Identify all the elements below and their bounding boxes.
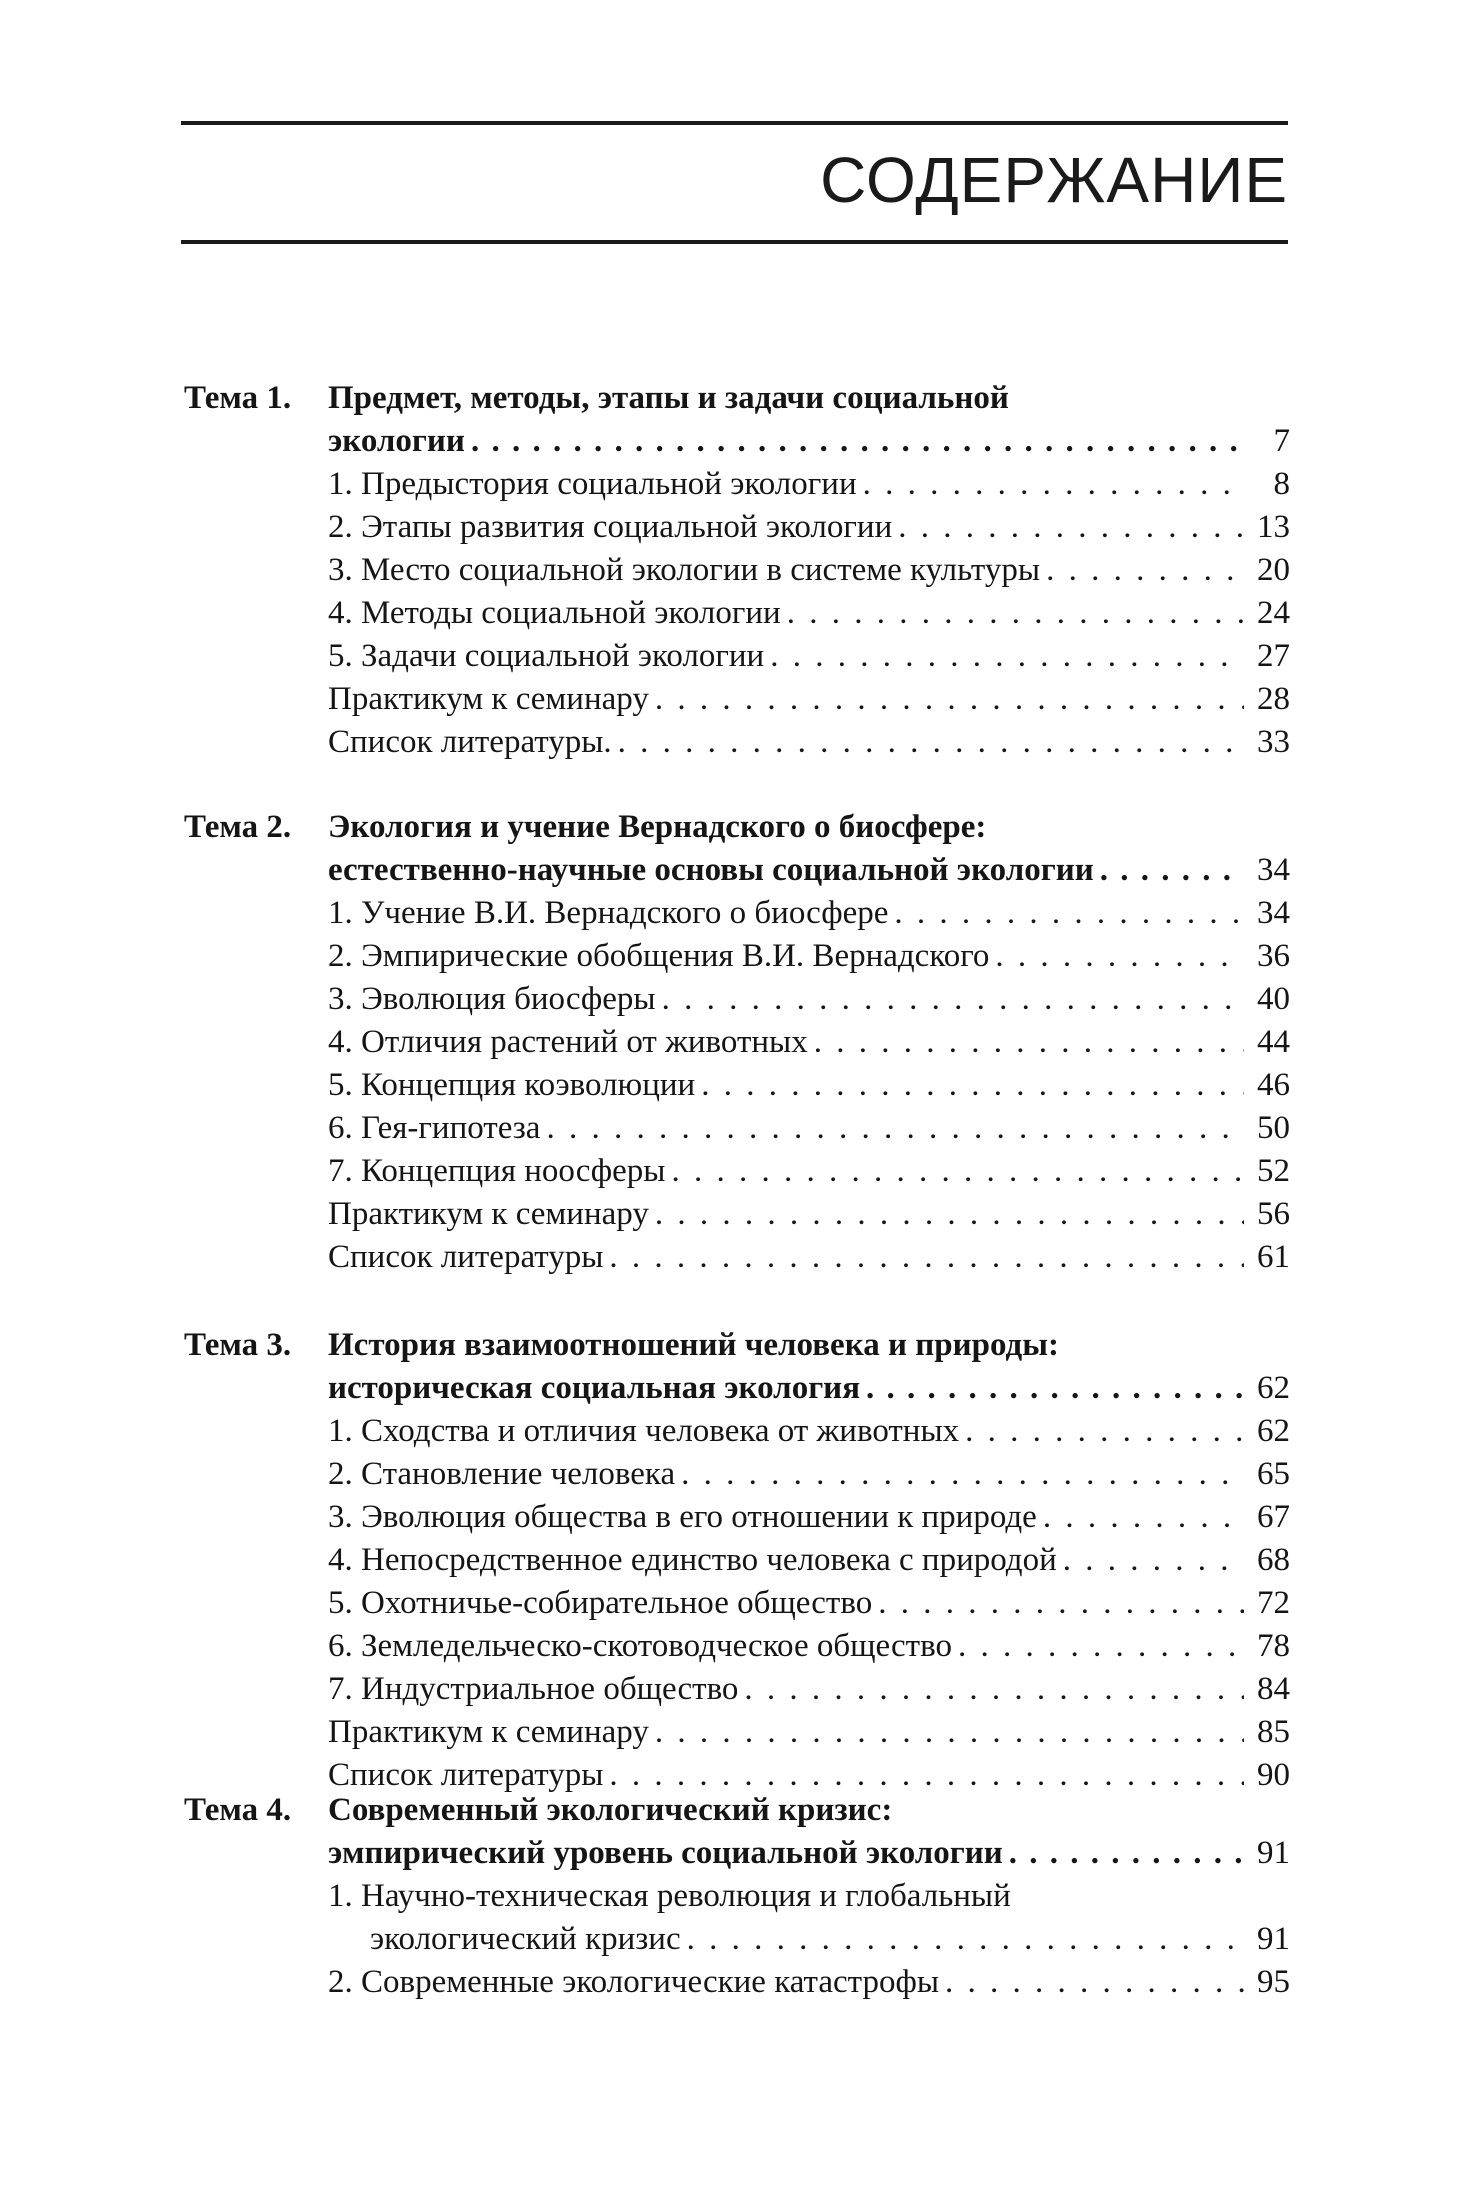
dot-leader — [687, 1918, 1244, 1961]
toc-entry-text: 2. Эмпирические обобщения В.И. Вернадского — [328, 938, 990, 974]
page-number: 68 — [1257, 1542, 1290, 1578]
toc-entry-text: 3. Эволюция общества в его отношении к природе — [328, 1499, 1037, 1535]
topic-heading-cont-text: эмпирический уровень социальной экологии — [328, 1835, 1003, 1871]
page-number: 7 — [1273, 423, 1290, 459]
topic-heading-cont — [328, 1367, 1290, 1410]
toc-entry — [328, 463, 1290, 506]
topic-label: Тема 1. — [184, 380, 292, 416]
toc-entry-text: 4. Методы социальной экологии — [328, 595, 781, 631]
page-number: 36 — [1257, 938, 1290, 974]
toc-entry-text: 1. Научно-техническая революция и глобальный — [328, 1878, 1011, 1914]
page-number: 44 — [1257, 1024, 1290, 1060]
page-number: 91 — [1257, 1921, 1290, 1957]
page-number: 24 — [1257, 595, 1290, 631]
dot-leader — [787, 592, 1244, 635]
page-number: 13 — [1257, 509, 1290, 545]
toc-entry — [328, 1021, 1290, 1064]
dot-leader — [546, 1107, 1244, 1150]
page-number: 27 — [1257, 638, 1290, 674]
toc-entry-text: экологический кризис — [370, 1921, 681, 1957]
toc-entry — [328, 1453, 1290, 1496]
topic-heading — [328, 1789, 1290, 1832]
toc-entry — [328, 1582, 1290, 1625]
page-number: 52 — [1257, 1153, 1290, 1189]
toc-entry — [328, 1625, 1290, 1668]
page-number: 34 — [1257, 895, 1290, 931]
toc-entry-text: 1. Учение В.И. Вернадского о биосфере — [328, 895, 889, 931]
dot-leader — [471, 420, 1244, 463]
toc-entry-text: 2. Этапы развития социальной экологии — [328, 509, 893, 545]
toc-entry-text: Список литературы. — [328, 724, 612, 760]
page-title: СОДЕРЖАНИЕ — [820, 144, 1288, 216]
toc-entry-text: Практикум к семинару — [328, 681, 649, 717]
dot-leader — [898, 506, 1244, 549]
page-number: 95 — [1257, 1964, 1290, 2000]
dot-leader — [1043, 1496, 1244, 1539]
toc-entry-text: 5. Охотничье-собирательное общество — [328, 1585, 873, 1621]
page-number: 91 — [1257, 1835, 1290, 1871]
dot-leader — [618, 721, 1244, 764]
page-number: 28 — [1257, 681, 1290, 717]
toc-entry — [328, 506, 1290, 549]
toc-entry — [328, 1539, 1290, 1582]
page-number: 61 — [1257, 1239, 1290, 1275]
page-number: 40 — [1257, 981, 1290, 1017]
toc-entry-text: 2. Становление человека — [328, 1456, 676, 1492]
dot-leader — [958, 1625, 1244, 1668]
toc-entry — [370, 1918, 1290, 1961]
dot-leader — [681, 1453, 1244, 1496]
page-number: 65 — [1257, 1456, 1290, 1492]
topic-heading-cont — [328, 849, 1290, 892]
dot-leader — [1100, 849, 1244, 892]
toc-entry — [328, 1064, 1290, 1107]
toc-entry — [328, 592, 1290, 635]
topic-heading-text: История взаимоотношений человека и природы: — [328, 1327, 1059, 1363]
page-number: 90 — [1257, 1757, 1290, 1793]
dot-leader — [878, 1582, 1244, 1625]
toc-entry — [328, 1193, 1290, 1236]
toc-entry-text: 5. Задачи социальной экологии — [328, 638, 765, 674]
toc-entry-text: 2. Современные экологические катастрофы — [328, 1964, 940, 2000]
dot-leader — [609, 1236, 1244, 1279]
page-number: 72 — [1257, 1585, 1290, 1621]
topic-heading — [328, 806, 1290, 849]
page-number: 62 — [1257, 1413, 1290, 1449]
page-number: 33 — [1257, 724, 1290, 760]
toc-entry — [328, 1236, 1290, 1279]
toc-entry — [328, 1711, 1290, 1754]
toc-entry-text: 5. Концепция коэволюции — [328, 1067, 696, 1103]
toc-entry-text: Практикум к семинару — [328, 1714, 649, 1750]
page-number: 50 — [1257, 1110, 1290, 1146]
dot-leader — [863, 463, 1244, 506]
dot-leader — [1046, 549, 1244, 592]
dot-leader — [814, 1021, 1244, 1064]
toc-entry — [328, 978, 1290, 1021]
toc-entry — [328, 721, 1290, 764]
toc-entry — [328, 892, 1290, 935]
dot-leader — [744, 1668, 1244, 1711]
page-number: 62 — [1257, 1370, 1290, 1406]
toc-entry — [328, 1961, 1290, 2004]
toc-entry — [328, 1496, 1290, 1539]
page-number: 34 — [1257, 852, 1290, 888]
topic-heading-cont-text: естественно-научные основы социальной экологии — [328, 852, 1094, 888]
toc-entry-text: 4. Отличия растений от животных — [328, 1024, 808, 1060]
dot-leader — [655, 678, 1244, 721]
topic-heading-cont-text: экологии — [328, 423, 465, 459]
toc-entry — [328, 678, 1290, 721]
toc-entry — [328, 1875, 1290, 1918]
dot-leader — [894, 892, 1244, 935]
toc-entry — [328, 1107, 1290, 1150]
toc-entry — [328, 635, 1290, 678]
toc-entry-text: 3. Место социальной экологии в системе культуры — [328, 552, 1041, 588]
toc-entry — [328, 1668, 1290, 1711]
dot-leader — [945, 1961, 1244, 2004]
dot-leader — [770, 635, 1244, 678]
toc-entry-text: Список литературы — [328, 1757, 604, 1793]
dot-leader — [965, 1410, 1244, 1453]
toc-entry — [328, 1150, 1290, 1193]
toc-entry-text: 1. Сходства и отличия человека от животных — [328, 1413, 960, 1449]
topic-heading-cont — [328, 1832, 1290, 1875]
page-number: 46 — [1257, 1067, 1290, 1103]
toc-entry — [328, 549, 1290, 592]
toc-entry-text: Практикум к семинару — [328, 1196, 649, 1232]
page-number: 78 — [1257, 1628, 1290, 1664]
dot-leader — [1009, 1832, 1244, 1875]
topic-label: Тема 3. — [184, 1327, 292, 1363]
dot-leader — [1063, 1539, 1244, 1582]
topic-heading-text: Экология и учение Вернадского о биосфере: — [328, 809, 987, 845]
dot-leader — [866, 1367, 1244, 1410]
page-number: 20 — [1257, 552, 1290, 588]
toc-entry-text: 7. Концепция ноосферы — [328, 1153, 666, 1189]
toc-entry-text: 7. Индустриальное общество — [328, 1671, 739, 1707]
topic-heading — [328, 1324, 1290, 1367]
dot-leader — [995, 935, 1244, 978]
topic-heading-cont-text: историческая социальная экология — [328, 1370, 861, 1406]
topic-label: Тема 2. — [184, 809, 292, 845]
topic-heading — [328, 377, 1290, 420]
topic-heading-text: Предмет, методы, этапы и задачи социальной — [328, 380, 1009, 416]
toc-entry-text: 4. Непосредственное единство человека с природой — [328, 1542, 1057, 1578]
toc-entry-text: Список литературы — [328, 1239, 604, 1275]
toc-entry — [328, 935, 1290, 978]
dot-leader — [655, 1193, 1244, 1236]
toc-entry-text: 6. Земледельческо-скотоводческое общество — [328, 1628, 952, 1664]
topic-label: Тема 4. — [184, 1792, 292, 1828]
page-number: 8 — [1273, 466, 1290, 502]
dot-leader — [662, 978, 1244, 1021]
page-number: 85 — [1257, 1714, 1290, 1750]
toc-entry — [328, 1410, 1290, 1453]
page-number: 84 — [1257, 1671, 1290, 1707]
dot-leader — [655, 1711, 1244, 1754]
toc-entry-text: 1. Предыстория социальной экологии — [328, 466, 857, 502]
page-number: 67 — [1257, 1499, 1290, 1535]
toc-entry-text: 3. Эволюция биосферы — [328, 981, 656, 1017]
page-number: 56 — [1257, 1196, 1290, 1232]
dot-leader — [701, 1064, 1244, 1107]
dot-leader — [671, 1150, 1244, 1193]
topic-heading-cont — [328, 420, 1290, 463]
topic-heading-text: Современный экологический кризис: — [328, 1792, 893, 1828]
toc-entry-text: 6. Гея-гипотеза — [328, 1110, 541, 1146]
